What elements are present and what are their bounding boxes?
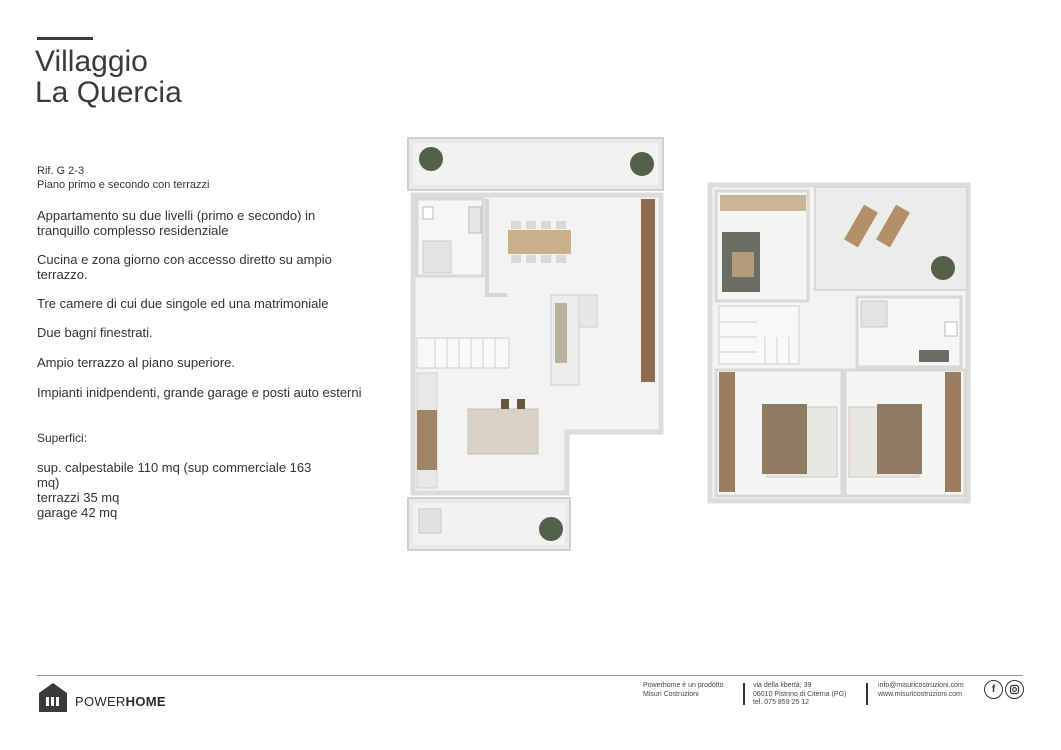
website-link[interactable]: www.misuricostruzioni.com [878,690,963,698]
shower-icon [423,241,451,273]
wall [485,199,489,297]
first-floor-plan [405,135,667,555]
sink-cabinet [919,350,949,362]
description-paragraph: Cucina e zona giorno con accesso diretto su ampio terrazzo. [37,252,332,282]
surfaces-list [37,460,337,520]
description-paragraph: Appartamento su due livelli (primo e secondo) in tranquillo complesso residenziale [37,208,316,238]
footer-separator [866,683,868,705]
surfaces-heading: Superfici: [37,431,88,445]
title-rule [37,37,93,40]
plant-icon [419,147,443,171]
brand-light: POWER [75,694,126,709]
description-paragraph: Tre camere di cui due singole ed una matrimoniale [37,296,329,311]
footer-address [753,682,846,708]
plant-icon [931,256,955,280]
brand-name [75,694,166,709]
toilet-icon [423,207,433,219]
cushions [555,303,567,363]
product-line: Powerhome è un prodotto [643,682,724,689]
product-line: Misuri Costruzioni [643,690,699,698]
floor-subtitle: Piano primo e secondo con terrazzi [37,179,210,191]
armchair-icon [419,509,441,533]
blanket [877,404,922,474]
plant-icon [630,152,654,176]
toilet-icon [945,322,957,336]
reference-code: Rif. G 2-3 [37,165,85,177]
second-floor-plan [707,182,973,504]
sink-icon [469,207,481,233]
address-line: via della libertà, 39 [753,682,812,689]
stool [501,399,509,409]
address-line: 06010 Pistrino di Citerna (PG) [753,690,847,698]
wall-cabinet [641,199,655,382]
instagram-glyph [1006,681,1023,698]
wardrobe [945,372,961,492]
title-line-1: Villaggio [35,45,148,78]
description-paragraph: Due bagni finestrati. [37,325,153,340]
description-paragraph: Ampio terrazzo al piano superiore. [37,355,235,370]
description-panel [37,164,367,520]
description-paragraph: Impianti inidpendenti, grande garage e posti auto esterni [37,385,362,400]
footer-product [643,682,724,699]
desk [720,195,806,211]
plant-icon [539,517,563,541]
title-line-2: La Quercia [35,76,182,109]
staircase [719,306,799,364]
email-link[interactable]: info@misuricostruzioni.com [878,682,964,689]
phone-line: tel. 075 859 25 12 [753,699,810,706]
footer-contacts [878,682,964,699]
surface-item: sup. calpestabile 110 mq (sup commerciale 163 mq) [37,460,312,490]
footer-separator [743,683,745,705]
page-title [35,46,182,108]
blanket [732,252,754,277]
wardrobe [719,372,735,492]
blanket [762,404,807,474]
dining-table [508,230,571,254]
facebook-icon[interactable]: f [984,680,1003,699]
brand-bold: HOME [125,694,166,709]
top-terrace-floor [413,143,658,185]
wall [485,293,507,297]
powerhome-logo-icon [37,681,69,713]
surface-item: garage 42 mq [37,505,118,520]
surface-item: terrazzi 35 mq [37,490,120,505]
stool [517,399,525,409]
staircase [417,338,509,368]
kitchen-island [468,409,538,454]
instagram-icon[interactable] [1005,680,1024,699]
shower-icon [861,301,887,327]
kitchen-cabinets [417,410,437,470]
footer-rule [37,675,1023,676]
